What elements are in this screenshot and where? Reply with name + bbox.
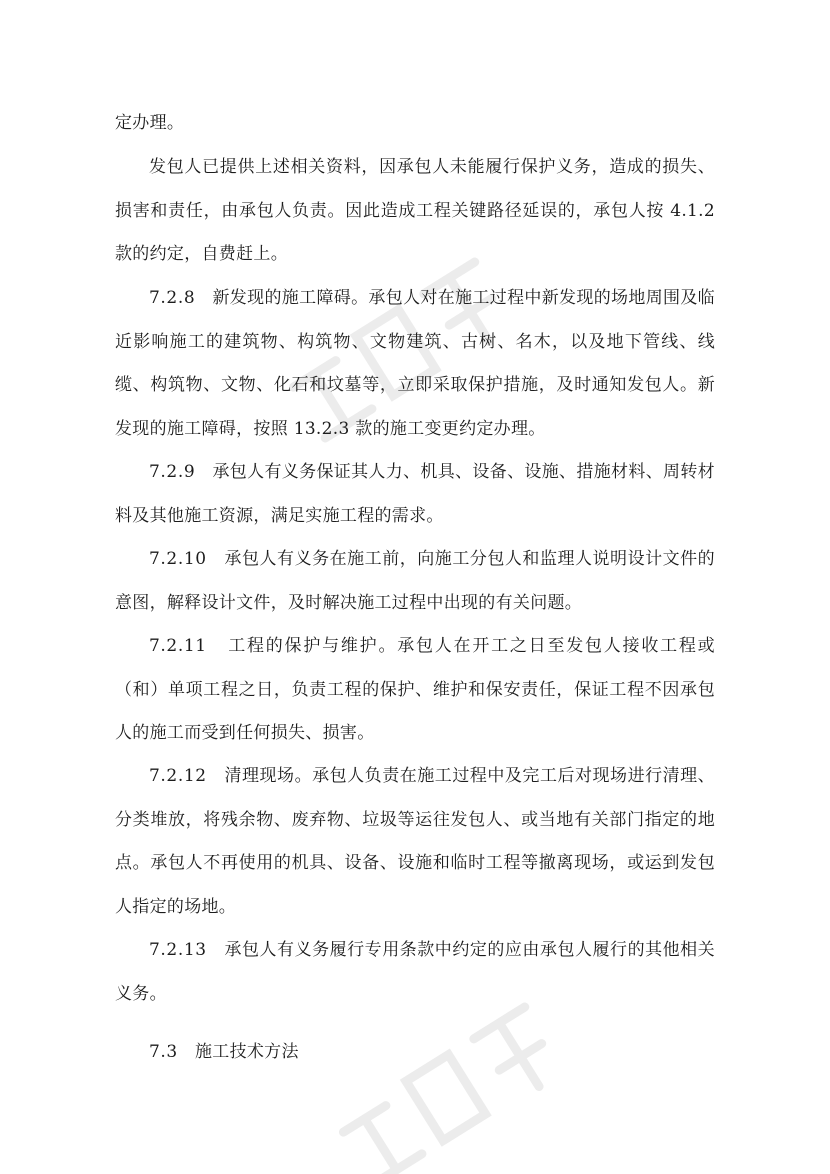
paragraph-continuation bbox=[115, 102, 715, 146]
clause-7-2-12 bbox=[115, 755, 715, 929]
clause-text: 承包人有义务保证其人力、机具、设备、设施、措施材料、周转材料及其他施工资源，满足实施工程的需求。 bbox=[115, 462, 715, 526]
clause-7-2-9 bbox=[115, 451, 715, 538]
clause-text: 新发现的施工障碍。承包人对在施工过程中新发现的场地周围及临近影响施工的建筑物、构筑物、文物建筑、古树、名木，以及地下管线、线缆、构筑物、文物、化石和坟墓等，立即采取保护措施，及时通知发包人。新发现的施工障碍，按照 13.2.3 款的施工变更约定办理。 bbox=[115, 288, 715, 439]
clause-7-2-11 bbox=[115, 625, 715, 756]
paragraph-text: 发包人已提供上述相关资料，因承包人未能履行保护义务，造成的损失、损害和责任，由承包人负责。因此造成工程关键路径延误的，承包人按 4.1.2 款的约定，自费赶上。 bbox=[115, 157, 715, 264]
clause-number: 7.2.11 bbox=[149, 636, 207, 656]
clause-number: 7.2.9 bbox=[149, 462, 196, 482]
section-heading-7-3 bbox=[115, 1031, 715, 1075]
paragraph-liability bbox=[115, 146, 715, 277]
clause-text: 承包人有义务在施工前，向施工分包人和监理人说明设计文件的意图，解释设计文件，及时解决施工过程中出现的有关问题。 bbox=[115, 549, 715, 613]
clause-text: 工程的保护与维护。承包人在开工之日至发包人接收工程或（和）单项工程之日，负责工程的保护、维护和保安责任，保证工程不因承包人的施工而受到任何损失、损害。 bbox=[115, 636, 715, 743]
clause-text: 承包人有义务履行专用条款中约定的应由承包人履行的其他相关义务。 bbox=[115, 940, 715, 1004]
clause-number: 7.2.12 bbox=[149, 766, 207, 786]
watermark-icon bbox=[300, 1000, 600, 1174]
section-number: 7.3 bbox=[149, 1042, 178, 1062]
clause-number: 7.2.8 bbox=[149, 288, 196, 308]
clause-number: 7.2.10 bbox=[149, 549, 207, 569]
clause-7-2-10 bbox=[115, 538, 715, 625]
clause-7-2-13 bbox=[115, 929, 715, 1016]
clause-number: 7.2.13 bbox=[149, 940, 207, 960]
clause-text: 清理现场。承包人负责在施工过程中及完工后对现场进行清理、分类堆放，将残余物、废弃物、垃圾等运往发包人、或当地有关部门指定的地点。承包人不再使用的机具、设备、设施和临时工程等撤离现场，或运到发包人指定的场地。 bbox=[115, 766, 715, 917]
section-title: 施工技术方法 bbox=[194, 1042, 299, 1062]
clause-7-2-8 bbox=[115, 277, 715, 451]
paragraph-text: 定办理。 bbox=[115, 113, 185, 133]
